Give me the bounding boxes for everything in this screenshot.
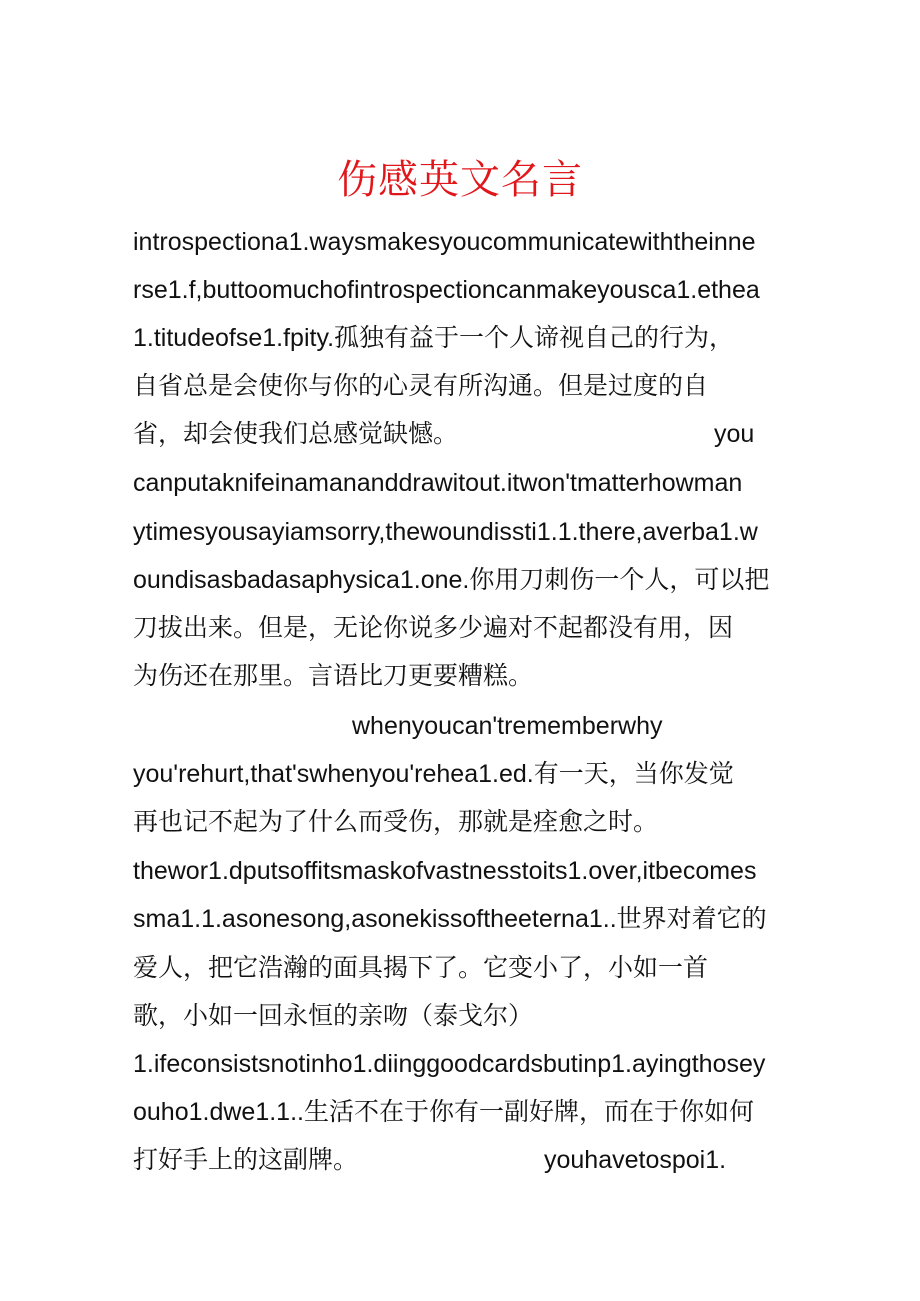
text-line: oundisasbadasaphysica1.one.你用刀刺伤一个人，可以把 xyxy=(133,566,770,594)
text-line: 为伤还在那里。言语比刀更要糟糕。 xyxy=(133,661,534,690)
text-line: rse1.f,buttoomuchofintrospectioncanmakeyousca1.ethea xyxy=(133,276,760,304)
text-line: 省，却会使我们总感觉缺憾。 xyxy=(133,419,459,448)
text-line: whenyoucan'trememberwhy xyxy=(352,712,663,740)
text-line: sma1.1.asonesong,asonekissoftheeterna1..世界对着它的 xyxy=(133,905,767,933)
text-line: 再也记不起为了什么而受伤，那就是痊愈之时。 xyxy=(133,807,659,836)
text-line: introspectiona1.waysmakesyoucommunicatewiththeinne xyxy=(133,228,756,256)
text-line: 打好手上的这副牌。 xyxy=(133,1145,359,1174)
text-line: 自省总是会使你与你的心灵有所沟通。但是过度的自 xyxy=(133,371,709,400)
text-line: canputaknifeinamananddrawitout.itwon'tmatterhowman xyxy=(133,469,743,497)
text-line: you'rehurt,that'swhenyou'rehea1.ed.有一天，当你发觉 xyxy=(133,760,734,788)
text-line: 歌，小如一回永恒的亲吻（泰戈尔） xyxy=(133,1001,534,1030)
text-line: 1.ifeconsistsnotinho1.diinggoodcardsbutinp1.ayingthosey xyxy=(133,1050,766,1078)
text-line: 刀拔出来。但是，无论你说多少遍对不起都没有用，因 xyxy=(133,613,734,642)
document-title: 伤感英文名言 xyxy=(337,157,583,203)
text-line: 爱人，把它浩瀚的面具揭下了。它变小了，小如一首 xyxy=(133,953,709,982)
text-line: 1.titudeofse1.fpity.孤独有益于一个人谛视自己的行为， xyxy=(133,324,735,352)
text-line: youhavetospoi1. xyxy=(544,1146,727,1174)
text-line: thewor1.dputsoffitsmaskofvastnesstoits1.over,itbecomes xyxy=(133,857,757,885)
text-line: ytimesyousayiamsorry,thewoundissti1.1.there,averba1.w xyxy=(133,518,758,546)
text-line: ouho1.dwe1.1..生活不在于你有一副好牌，而在于你如何 xyxy=(133,1098,754,1126)
text-line: you xyxy=(714,420,755,448)
